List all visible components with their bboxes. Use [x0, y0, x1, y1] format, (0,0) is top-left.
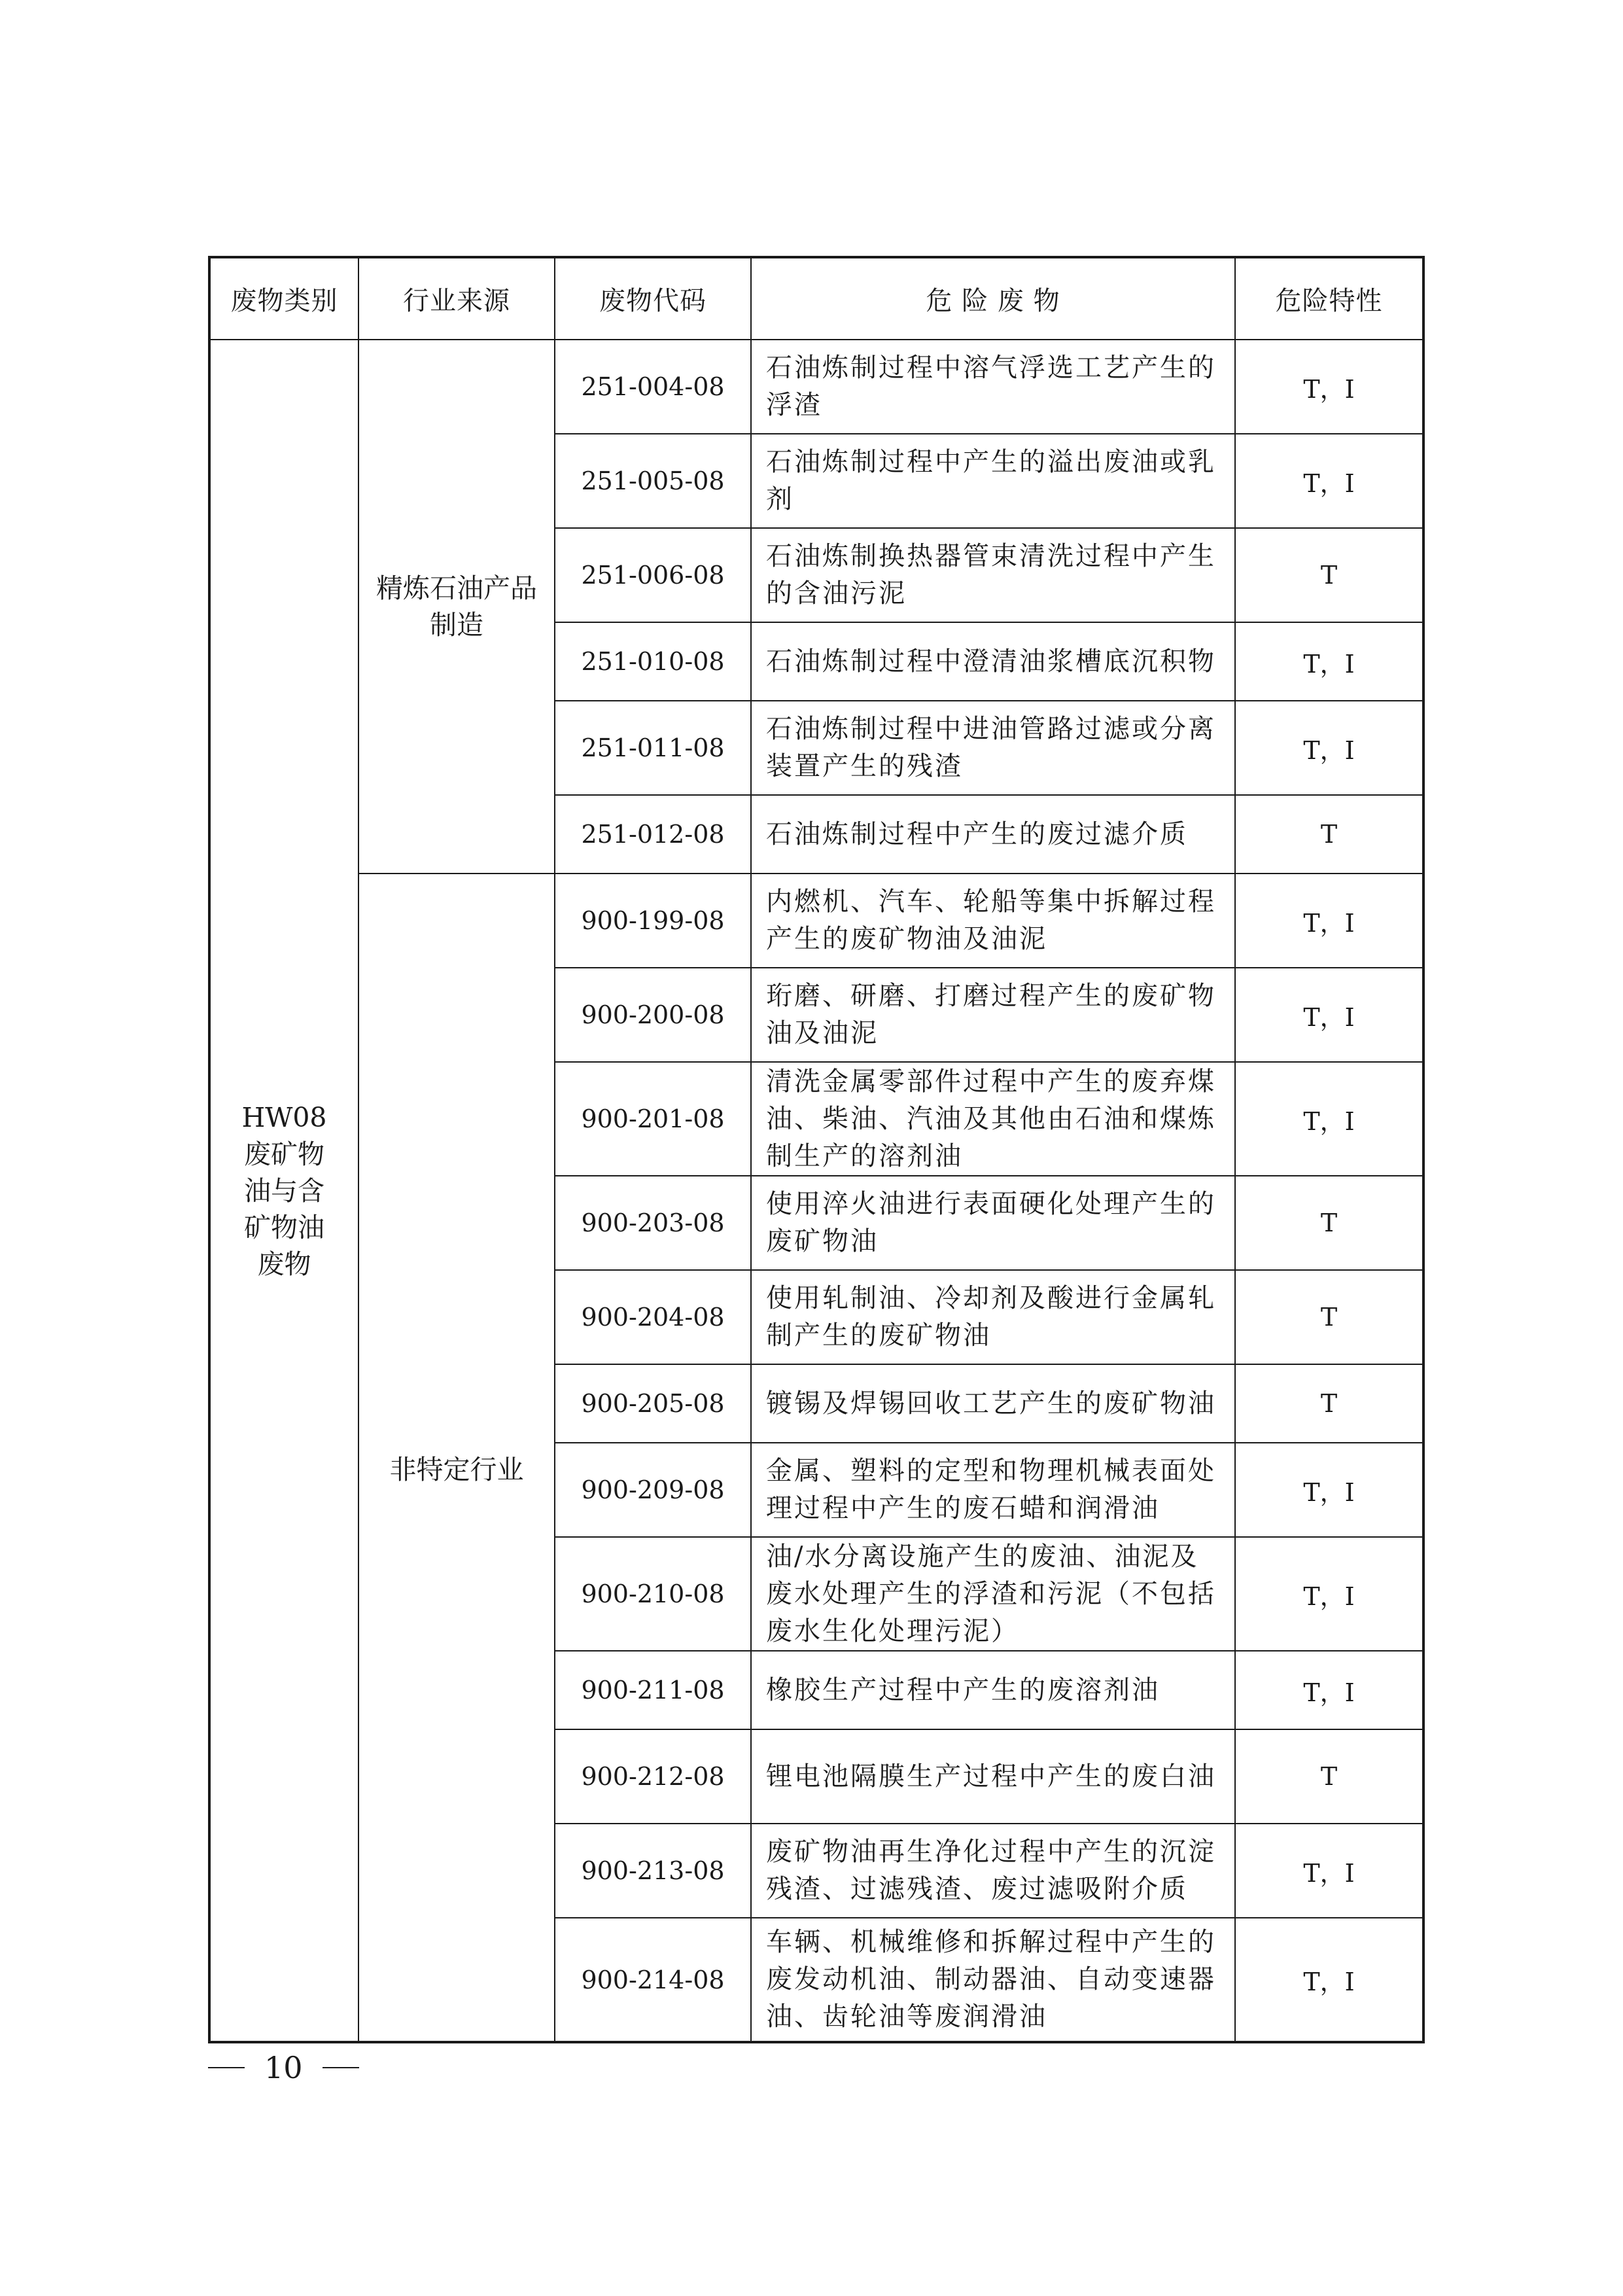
hazard-characteristic: T，I: [1235, 434, 1423, 528]
waste-description: 橡胶生产过程中产生的废溶剂油: [751, 1651, 1235, 1729]
footer-dash-right: [323, 2067, 359, 2068]
waste-description: 车辆、机械维修和拆解过程中产生的废发动机油、制动器油、自动变速器油、齿轮油等废润滑油: [751, 1918, 1235, 2042]
waste-description: 废矿物油再生净化过程中产生的沉淀残渣、过滤残渣、废过滤吸附介质: [751, 1824, 1235, 1918]
hazard-characteristic: T，I: [1235, 701, 1423, 795]
hazard-characteristic: T，I: [1235, 340, 1423, 434]
waste-description: 清洗金属零部件过程中产生的废弃煤油、柴油、汽油及其他由石油和煤炼制生产的溶剂油: [751, 1062, 1235, 1176]
waste-code: 900-204-08: [555, 1270, 751, 1364]
hazard-characteristic: T，I: [1235, 1062, 1423, 1176]
page-number: 10: [264, 2050, 303, 2085]
category-code: HW08: [241, 1101, 327, 1133]
table-row: [209, 874, 1423, 968]
hazard-characteristic: T，I: [1235, 1651, 1423, 1729]
waste-code: 251-011-08: [555, 701, 751, 795]
hazard-characteristic: T: [1235, 795, 1423, 874]
header-hazardous-waste: 危 险 废 物: [751, 257, 1235, 340]
header-hazard-characteristic: 危险特性: [1235, 257, 1423, 340]
hazard-characteristic: T: [1235, 1176, 1423, 1270]
waste-code: 900-214-08: [555, 1918, 751, 2042]
hazard-characteristic: T，I: [1235, 968, 1423, 1062]
hazard-characteristic: T: [1235, 1729, 1423, 1824]
waste-description: 使用淬火油进行表面硬化处理产生的废矿物油: [751, 1176, 1235, 1270]
table-row: [209, 340, 1423, 434]
industry-source-cell: 非特定行业: [358, 874, 555, 2042]
waste-description: 石油炼制过程中澄清油浆槽底沉积物: [751, 622, 1235, 701]
waste-code: 251-004-08: [555, 340, 751, 434]
waste-description: 金属、塑料的定型和物理机械表面处理过程中产生的废石蜡和润滑油: [751, 1443, 1235, 1537]
waste-code: 900-203-08: [555, 1176, 751, 1270]
waste-code: 251-012-08: [555, 795, 751, 874]
header-industry-source: 行业来源: [358, 257, 555, 340]
waste-code: 251-005-08: [555, 434, 751, 528]
hazard-characteristic: T，I: [1235, 1824, 1423, 1918]
hazardous-waste-table: [208, 256, 1425, 2043]
waste-description: 使用轧制油、冷却剂及酸进行金属轧制产生的废矿物油: [751, 1270, 1235, 1364]
waste-description: 镀锡及焊锡回收工艺产生的废矿物油: [751, 1364, 1235, 1443]
hazard-characteristic: T，I: [1235, 874, 1423, 968]
waste-description: 锂电池隔膜生产过程中产生的废白油: [751, 1729, 1235, 1824]
waste-description: 石油炼制过程中溶气浮选工艺产生的浮渣: [751, 340, 1235, 434]
waste-description: 石油炼制过程中进油管路过滤或分离装置产生的残渣: [751, 701, 1235, 795]
industry-source-cell: 精炼石油产品制造: [358, 340, 555, 874]
hazard-characteristic: T: [1235, 1364, 1423, 1443]
waste-description: 石油炼制过程中产生的溢出废油或乳剂: [751, 434, 1235, 528]
page-footer: [208, 2045, 404, 2091]
hazard-characteristic: T: [1235, 1270, 1423, 1364]
waste-code: 251-006-08: [555, 528, 751, 622]
waste-code: 900-201-08: [555, 1062, 751, 1176]
table-header-row: [209, 257, 1423, 340]
hazard-characteristic: T: [1235, 528, 1423, 622]
waste-description: 珩磨、研磨、打磨过程产生的废矿物油及油泥: [751, 968, 1235, 1062]
waste-code: 900-199-08: [555, 874, 751, 968]
waste-code: 251-010-08: [555, 622, 751, 701]
hazard-characteristic: T，I: [1235, 622, 1423, 701]
waste-description: 内燃机、汽车、轮船等集中拆解过程产生的废矿物油及油泥: [751, 874, 1235, 968]
hazard-characteristic: T，I: [1235, 1537, 1423, 1651]
hazard-characteristic: T，I: [1235, 1918, 1423, 2042]
footer-dash-left: [208, 2067, 245, 2068]
header-waste-category: 废物类别: [209, 257, 358, 340]
waste-description: 油/水分离设施产生的废油、油泥及废水处理产生的浮渣和污泥（不包括废水生化处理污泥）: [751, 1537, 1235, 1651]
waste-code: 900-213-08: [555, 1824, 751, 1918]
waste-code: 900-210-08: [555, 1537, 751, 1651]
category-name: 废矿物油与含矿物油废物: [244, 1138, 324, 1280]
waste-description: 石油炼制换热器管束清洗过程中产生的含油污泥: [751, 528, 1235, 622]
hazard-characteristic: T，I: [1235, 1443, 1423, 1537]
waste-code: 900-205-08: [555, 1364, 751, 1443]
waste-category-cell: [209, 340, 358, 2042]
header-waste-code: 废物代码: [555, 257, 751, 340]
waste-description: 石油炼制过程中产生的废过滤介质: [751, 795, 1235, 874]
waste-code: 900-212-08: [555, 1729, 751, 1824]
waste-code: 900-209-08: [555, 1443, 751, 1537]
waste-code: 900-211-08: [555, 1651, 751, 1729]
waste-code: 900-200-08: [555, 968, 751, 1062]
